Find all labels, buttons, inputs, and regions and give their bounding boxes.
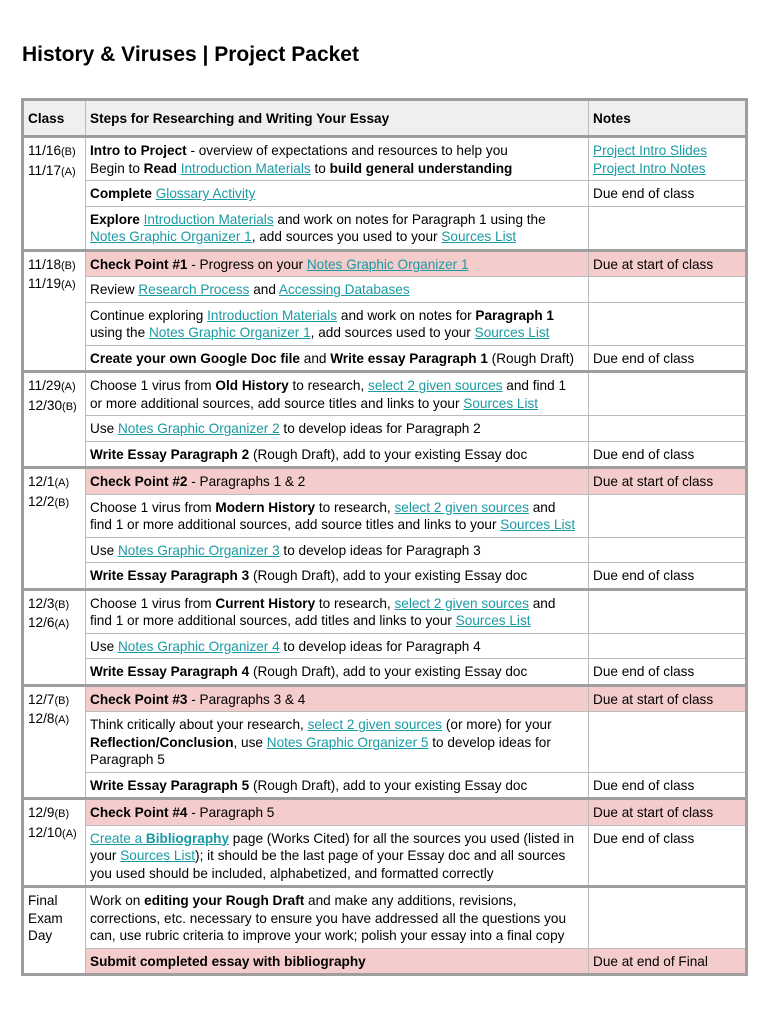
- class-date: 12/3: [28, 595, 55, 611]
- text: using the: [90, 325, 149, 340]
- table-row: [23, 250, 747, 277]
- class-date: Day: [28, 928, 53, 943]
- class-date: 12/8: [28, 711, 55, 726]
- text: Due end of class: [593, 568, 695, 583]
- table-row: [23, 887, 747, 949]
- block-label: (B): [61, 259, 76, 272]
- text: Work on: [90, 893, 145, 908]
- bold-text: Write essay Paragraph 1: [330, 350, 488, 366]
- text: and: [528, 595, 556, 611]
- doc-link[interactable]: select 2 given sources: [368, 378, 503, 393]
- step-cell: [86, 537, 589, 563]
- notes-cell: [589, 659, 747, 686]
- step-cell: [86, 302, 589, 345]
- step-cell: [86, 277, 589, 303]
- doc-link[interactable]: Glossary Activity: [155, 186, 256, 201]
- block-label: (B): [54, 496, 70, 509]
- text: Due at start of class: [593, 805, 714, 820]
- doc-link[interactable]: Notes Graphic Organizer 1: [306, 256, 469, 272]
- step-cell: [86, 206, 589, 250]
- notes-cell: [589, 563, 747, 590]
- table-row: [23, 416, 747, 442]
- class-dates-cell: [23, 372, 86, 468]
- notes-cell: [589, 494, 747, 537]
- doc-link[interactable]: select 2 given sources: [307, 717, 443, 732]
- table-row: [23, 302, 747, 345]
- doc-link[interactable]: Accessing Databases: [278, 282, 410, 297]
- class-date: 12/1: [28, 474, 55, 489]
- bold-text: Write Essay Paragraph 2: [90, 446, 250, 462]
- text: Due at start of class: [593, 691, 714, 707]
- text: Use: [90, 421, 118, 436]
- text: Due end of class: [593, 830, 695, 846]
- bold-text: Read: [143, 160, 177, 176]
- notes-cell: [589, 181, 747, 207]
- table-row: [23, 206, 747, 250]
- table-row: [23, 372, 747, 416]
- text: ); it should be the last page of your Essay doc and all sources: [195, 848, 566, 863]
- text: to research,: [315, 595, 395, 611]
- class-date: 12/9: [28, 805, 55, 820]
- text: Due at start of class: [593, 474, 714, 489]
- table-row: [23, 537, 747, 563]
- bold-text: Old History: [215, 378, 289, 393]
- doc-link[interactable]: Introduction Materials: [180, 160, 311, 176]
- text: to develop ideas for: [428, 734, 551, 750]
- block-label: (A): [61, 381, 76, 393]
- doc-link[interactable]: Notes Graphic Organizer 4: [117, 638, 280, 654]
- text: Due end of class: [593, 446, 695, 462]
- text: Due at start of class: [593, 256, 714, 272]
- bold-text: Intro to Project: [90, 143, 187, 158]
- step-cell: [86, 345, 589, 372]
- text: to research,: [288, 378, 369, 393]
- notes-cell: [589, 441, 747, 468]
- text: - Paragraphs 1 & 2: [187, 474, 306, 489]
- class-dates-cell: [23, 137, 86, 251]
- text: Due at end of Final: [593, 953, 708, 969]
- notes-cell: [589, 206, 747, 250]
- text: and find 1: [502, 378, 567, 393]
- bold-text: Check Point #2: [90, 474, 188, 489]
- bold-text: Write Essay Paragraph 4: [90, 664, 250, 679]
- block-label: (A): [54, 714, 70, 726]
- table-row: [23, 948, 747, 975]
- class-dates-cell: [23, 799, 86, 887]
- text: Due end of class: [593, 186, 695, 201]
- block-label: (B): [54, 694, 70, 707]
- doc-link[interactable]: Notes Graphic Organizer 1: [90, 229, 252, 244]
- text: Paragraph 5: [90, 752, 165, 767]
- bold-text: Check Point #1: [90, 256, 188, 272]
- block-label: (B): [61, 146, 76, 158]
- bold-text: Create your own Google Doc file: [90, 350, 300, 366]
- text: find 1 or more additional sources, add source titles and links to your: [90, 517, 501, 532]
- notes-cell: [589, 468, 747, 495]
- class-dates-cell: [23, 468, 86, 590]
- class-date: 11/16: [28, 143, 62, 158]
- step-cell: [86, 712, 589, 773]
- class-dates-cell: [23, 589, 86, 685]
- text: (Rough Draft), add to your existing Essay doc: [249, 568, 528, 583]
- text: - overview of expectations and resources to help you: [186, 143, 508, 158]
- text: Choose 1 virus from: [90, 499, 216, 515]
- text: find 1 or more additional sources, add titles and links to your: [90, 613, 456, 628]
- table-row: [23, 277, 747, 303]
- step-cell: [86, 137, 589, 181]
- block-label: (A): [61, 279, 76, 291]
- table-row: [23, 563, 747, 590]
- doc-link[interactable]: Notes Graphic Organizer 2: [117, 421, 280, 436]
- text: and: [528, 499, 556, 515]
- notes-cell: [589, 250, 747, 277]
- text: Due end of class: [593, 350, 695, 366]
- text: - Paragraphs 3 & 4: [187, 691, 306, 707]
- bold-text: Paragraph 1: [475, 307, 554, 323]
- doc-link[interactable]: Create a: [90, 830, 146, 846]
- text: to research,: [315, 499, 395, 515]
- notes-cell: [589, 799, 747, 826]
- bold-text: Submit completed essay with bibliography: [90, 953, 366, 969]
- step-cell: [86, 181, 589, 207]
- doc-link[interactable]: select 2 given sources: [394, 595, 529, 611]
- step-cell: [86, 494, 589, 537]
- text: Use: [90, 638, 118, 654]
- doc-link[interactable]: Sources List: [120, 848, 196, 863]
- text: , add sources you used to your: [251, 229, 442, 244]
- bold-text: Modern History: [215, 499, 316, 515]
- doc-link[interactable]: Sources List: [463, 395, 539, 411]
- text: Choose 1 virus from: [90, 378, 216, 393]
- text: and: [249, 282, 279, 297]
- class-date: Final: [28, 893, 58, 908]
- notes-cell: [589, 712, 747, 773]
- text: (Rough Draft), add to your existing Essay doc: [249, 446, 528, 462]
- text: (Rough Draft): [487, 350, 575, 366]
- step-cell: [86, 659, 589, 686]
- notes-cell: [589, 948, 747, 975]
- bold-text: Check Point #4: [90, 805, 188, 820]
- doc-link[interactable]: Notes Graphic Organizer 3: [117, 542, 280, 558]
- doc-link[interactable]: Introduction Materials: [143, 211, 274, 227]
- step-cell: [86, 441, 589, 468]
- class-date: 12/7: [28, 691, 55, 707]
- text: - Paragraph 5: [187, 805, 275, 820]
- text: to develop ideas for Paragraph 4: [279, 638, 481, 654]
- doc-link[interactable]: Notes Graphic Organizer 5: [266, 734, 429, 750]
- class-dates-cell: [23, 685, 86, 799]
- table-row: [23, 441, 747, 468]
- table-body: [23, 137, 747, 975]
- table-row: [23, 181, 747, 207]
- text: (Rough Draft), add to your existing Essay doc: [249, 777, 528, 793]
- table-row: [23, 468, 747, 495]
- table-row: [23, 799, 747, 826]
- notes-cell: [589, 277, 747, 303]
- text: Due end of class: [593, 664, 695, 679]
- bold-text: Check Point #3: [90, 691, 188, 707]
- text: to develop ideas for Paragraph 2: [279, 421, 481, 436]
- notes-cell: [589, 372, 747, 416]
- text: Use: [90, 542, 118, 558]
- doc-link[interactable]: Notes Graphic Organizer 1: [148, 325, 311, 340]
- table-row: [23, 494, 747, 537]
- notes-cell: [589, 345, 747, 372]
- step-cell: [86, 772, 589, 799]
- step-cell: [86, 825, 589, 887]
- notes-cell: [589, 137, 747, 181]
- table-row: [23, 772, 747, 799]
- text: page (Works Cited) for all the sources you used (listed in: [229, 830, 575, 846]
- text: (Rough Draft), add to your existing Essay doc: [249, 664, 528, 679]
- doc-link[interactable]: Sources List: [500, 517, 576, 532]
- doc-link[interactable]: Bibliography: [145, 830, 229, 846]
- class-date: 11/18: [28, 256, 62, 272]
- text: you used should be included, alphabetized, and formatted correctly: [90, 865, 494, 881]
- bold-text: build general understanding: [329, 160, 513, 176]
- text: Choose 1 virus from: [90, 595, 216, 611]
- text: Due end of class: [593, 777, 695, 793]
- notes-cell: [589, 537, 747, 563]
- step-cell: [86, 685, 589, 712]
- notes-cell: [589, 416, 747, 442]
- text: Begin to: [90, 160, 144, 176]
- text: Continue exploring: [90, 307, 208, 323]
- text: to: [310, 160, 330, 176]
- bold-text: Write Essay Paragraph 3: [90, 568, 250, 583]
- step-cell: [86, 563, 589, 590]
- notes-cell: [589, 589, 747, 633]
- text: and: [299, 350, 331, 366]
- notes-cell: [589, 887, 747, 949]
- table-row: [23, 137, 747, 181]
- text: to develop ideas for Paragraph 3: [279, 542, 481, 558]
- bold-text: Explore: [90, 211, 140, 227]
- notes-cell: [589, 633, 747, 659]
- bold-text: editing your Rough Draft: [144, 893, 305, 908]
- step-cell: [86, 250, 589, 277]
- step-cell: [86, 948, 589, 975]
- step-cell: [86, 799, 589, 826]
- text: (or more) for your: [442, 717, 552, 732]
- text: , add sources used to your: [310, 325, 475, 340]
- block-label: (B): [54, 598, 70, 611]
- notes-cell: [589, 685, 747, 712]
- project-schedule-table: [21, 98, 748, 976]
- class-date: 12/6: [28, 615, 55, 630]
- page-title: History & Viruses | Project Packet: [22, 43, 359, 66]
- table-row: [23, 345, 747, 372]
- table-header-row: [23, 100, 747, 137]
- step-cell: [86, 372, 589, 416]
- notes-cell: [589, 825, 747, 887]
- bold-text: Complete: [90, 186, 152, 201]
- notes-cell: [589, 772, 747, 799]
- class-date: 11/19: [28, 276, 62, 291]
- class-dates-cell: [23, 887, 86, 975]
- bold-text: Reflection/Conclusion: [90, 734, 234, 750]
- block-label: (A): [62, 827, 77, 840]
- header-notes: Notes: [589, 100, 747, 137]
- text: Think critically about your research,: [90, 717, 308, 732]
- text: corrections, etc. necessary to ensure you have addressed all the questions you: [90, 910, 567, 926]
- doc-link[interactable]: Project Intro Notes: [593, 160, 706, 176]
- notes-cell: [589, 302, 747, 345]
- class-date: 11/29: [28, 378, 62, 393]
- table-row: [23, 825, 747, 887]
- block-label: (B): [62, 400, 77, 413]
- step-cell: [86, 468, 589, 495]
- class-dates-cell: [23, 250, 86, 372]
- doc-link[interactable]: Sources List: [474, 325, 550, 340]
- bold-text: Write Essay Paragraph 5: [90, 777, 250, 793]
- block-label: (A): [54, 477, 70, 489]
- table-row: [23, 685, 747, 712]
- header-class: Class: [23, 100, 86, 137]
- text: can, use rubric criteria to improve your work; polish your essay into a final copy: [90, 928, 565, 943]
- block-label: (A): [61, 165, 76, 178]
- doc-link[interactable]: Introduction Materials: [207, 307, 338, 323]
- text: your: [90, 848, 121, 863]
- text: , use: [233, 734, 267, 750]
- doc-link[interactable]: Sources List: [441, 229, 517, 244]
- text: or more additional sources, add source titles and links to your: [90, 395, 464, 411]
- text: Review: [90, 282, 139, 297]
- table-row: [23, 633, 747, 659]
- table-row: [23, 712, 747, 773]
- step-cell: [86, 633, 589, 659]
- table-row: [23, 659, 747, 686]
- doc-link[interactable]: Sources List: [455, 613, 531, 628]
- step-cell: [86, 416, 589, 442]
- block-label: (B): [54, 808, 70, 820]
- block-label: (A): [54, 618, 70, 630]
- class-date: 12/10: [28, 824, 63, 840]
- doc-link[interactable]: Research Process: [138, 282, 250, 297]
- class-date: 12/30: [28, 397, 63, 413]
- text: and work on notes for Paragraph 1 using the: [273, 211, 546, 227]
- doc-link[interactable]: Project Intro Slides: [593, 143, 708, 158]
- class-date: 11/17: [28, 162, 62, 178]
- text: and work on notes for: [337, 307, 476, 323]
- header-steps: Steps for Researching and Writing Your Essay: [86, 100, 589, 137]
- class-date: 12/2: [28, 493, 55, 509]
- class-date: Exam: [28, 910, 63, 926]
- text: and make any additions, revisions,: [304, 893, 517, 908]
- step-cell: [86, 887, 589, 949]
- doc-link[interactable]: select 2 given sources: [394, 499, 529, 515]
- bold-text: Current History: [215, 595, 316, 611]
- table-row: [23, 589, 747, 633]
- text: - Progress on your: [187, 256, 307, 272]
- step-cell: [86, 589, 589, 633]
